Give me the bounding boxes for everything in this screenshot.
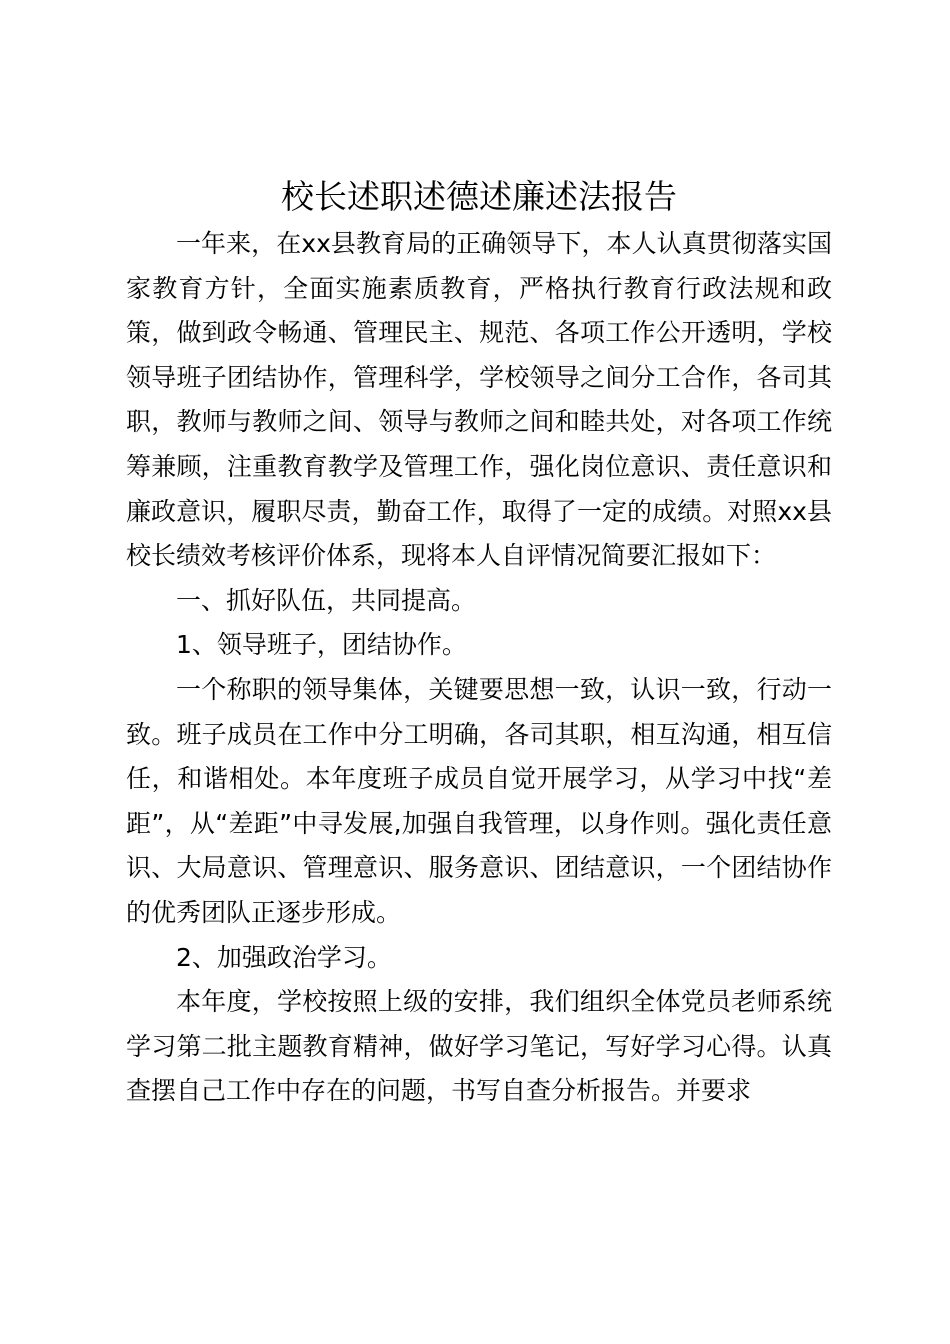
document-title: 校长述职述德述廉述法报告 [281, 177, 677, 216]
political-study-paragraph: 本年度，学校按照上级的安排，我们组织全体党员老师系统学习第二批主题教育精神，做好学习笔记，写好学习心得。认真查摆自己工作中存在的问题，书写自查分析报告。并要求 [126, 987, 832, 1106]
subsection-heading-1: 1、领导班子，团结协作。 [176, 630, 467, 660]
section-heading-1: 一、抓好队伍，共同提高。 [176, 585, 477, 615]
subsection-heading-2: 2、加强政治学习。 [176, 942, 392, 972]
document-page [126, 172, 832, 1114]
leadership-paragraph: 一个称职的领导集体，关键要思想一致，认识一致，行动一致。班子成员在工作中分工明确，各司其职，相互沟通，相互信任，和谐相处。本年度班子成员自觉开展学习，从学习中找“差距”，从“差距”中寻发展,加强自我管理，以身作则。强化责任意识、大局意识、管理意识、服务意识、团结意识，一个团结协作的优秀团队正逐步形成。 [126, 674, 832, 927]
intro-paragraph: 一年来，在xx县教育局的正确领导下，本人认真贯彻落实国家教育方针，全面实施素质教育，严格执行教育行政法规和政策，做到政令畅通、管理民主、规范、各项工作公开透明，学校领导班子团结协作，管理科学，学校领导之间分工合作，各司其职，教师与教师之间、领导与教师之间和睦共处，对各项工作统筹兼顾，注重教育教学及管理工作，强化岗位意识、责任意识和廉政意识，履职尽责，勤奋工作，取得了一定的成绩。对照xx县校长绩效考核评价体系，现将本人自评情况简要汇报如下： [126, 229, 832, 571]
